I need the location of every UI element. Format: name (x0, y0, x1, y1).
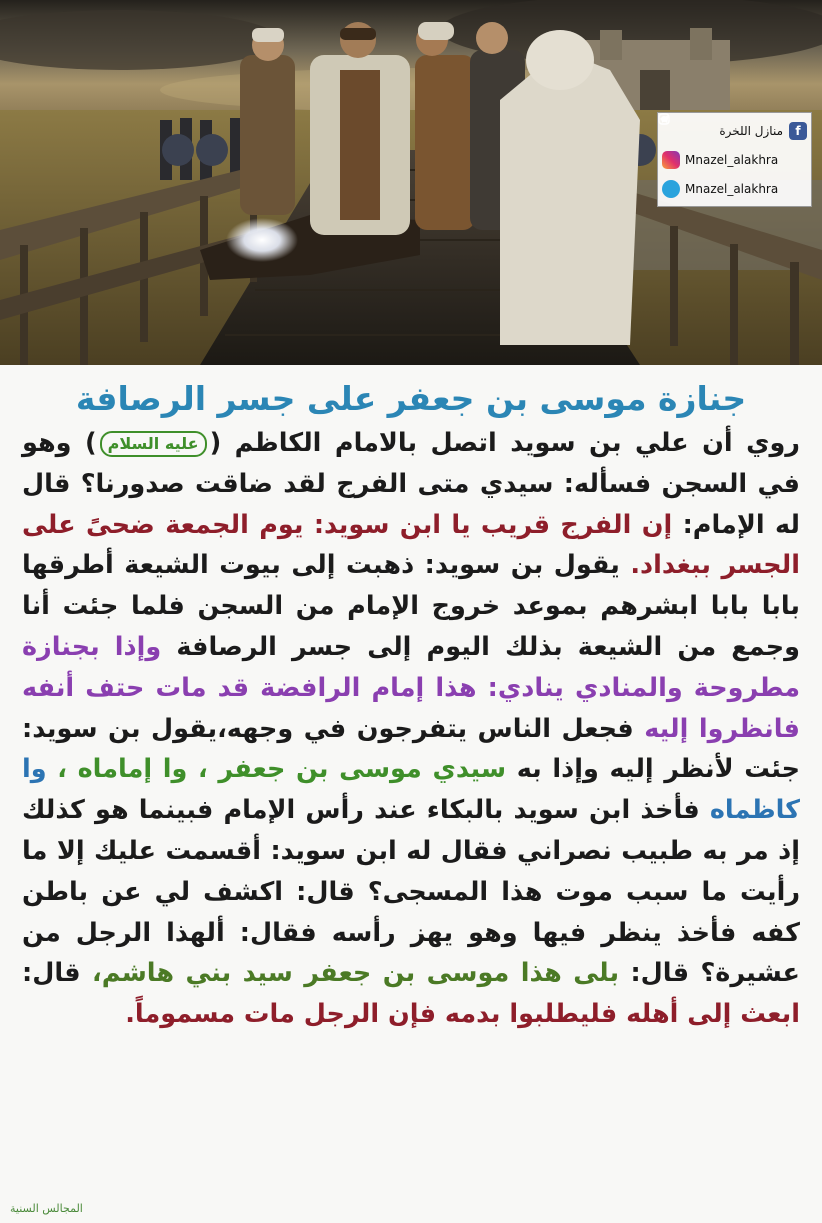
page-title: جنازة موسى بن جعفر على جسر الرصافة (75, 379, 747, 418)
para1-end: ) وهو في السجن فسأله: سيدي متى الفرج لقد ضاقت صدورنا؟ (22, 428, 800, 499)
para1-start: روي أن علي بن سويد اتصل بالامام الكاظم ( (209, 428, 800, 458)
facebook-label: منازل اللخرة (719, 123, 783, 138)
doctor-said: قال: (22, 958, 81, 989)
social-handles-box (657, 112, 812, 207)
narration-walk: يقول بن سويد: ذهبت إلى بيوت الشيعة أطرقها بابا بابا ابشرهم بموعد خروج الإمام من السجن فلما جئت أنا وجمع من الشيعة بذلك اليوم إلى جسر الرصافة (22, 550, 800, 662)
telegram-row[interactable] (662, 174, 807, 203)
text-panel (0, 365, 822, 1223)
reply-hashim: سيد بني هاشم، (92, 958, 293, 989)
watermark-text: المجالس السنية (10, 1202, 83, 1215)
lament-kazimah: وا كاظماه (22, 754, 800, 826)
doctor-quote: ابعث إلى أهله فليطلبوا بدمه فإن الرجل مات مسموماً. (125, 999, 800, 1030)
facebook-icon: f (789, 122, 807, 140)
narration-text (22, 423, 800, 1035)
name-musa: سيدي موسى بن جعفر (218, 754, 507, 785)
imam-said: قال له الإمام: (22, 468, 800, 540)
caller-announcement: وإذا بجنازة مطروحة والمنادي ينادي: هذا إمام الرافضة قد مات حتف أنفه فانظروا إليه (22, 631, 800, 744)
instagram-label: Mnazel_alakhra (685, 152, 779, 167)
telegram-label: Mnazel_alakhra (685, 181, 779, 196)
telegram-icon (662, 180, 680, 198)
header-photo (0, 0, 822, 365)
facebook-row[interactable] (662, 116, 807, 145)
instagram-row[interactable] (662, 145, 807, 174)
imam-quote: إن الفرج قريب يا ابن سويد: يوم الجمعة ضحىً على الجسر ببغداد. (22, 509, 800, 581)
honorific-badge: عليه السلام (100, 431, 207, 457)
reply-musa: بلى هذا موسى بن جعفر (304, 958, 620, 989)
narration-doctor: فأخذ ابن سويد بالبكاء عند رأس الإمام فبينما هو كذلك إذ مر به طبيب نصراني فقال له ابن سويد: أقسمت عليك إلا ما رأيت ما سبب موت هذا المسجى؟ قال: اكشف لي عن باطن كفه فأخذ ينظر فيها وهو يهز رأسه فقال: ألهذا الرجل من عشيرة؟ قال: (22, 795, 800, 989)
narration-look: فجعل الناس يتفرجون في وجهه،يقول بن سويد: جئت لأنظر إليه وإذا به (22, 713, 800, 785)
lament-imamah: ، وا إماماه ، (57, 754, 208, 785)
instagram-icon (662, 151, 680, 169)
